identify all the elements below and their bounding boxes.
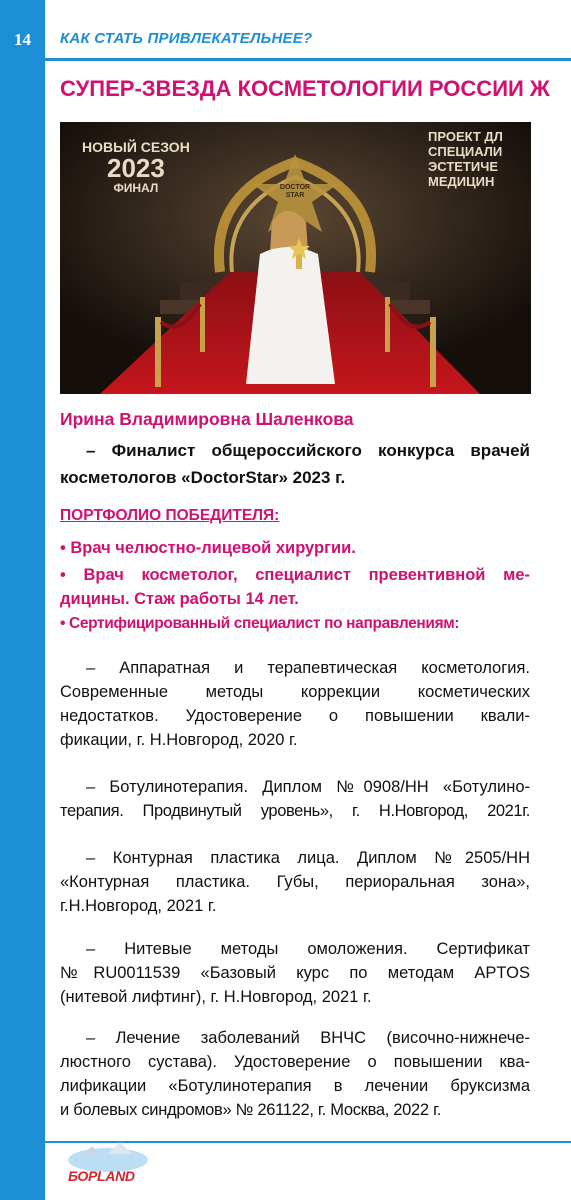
qualification-paragraph: – Лечение заболеваний ВНЧС (височно-нижнече- люстного сустава). Удостоверение о повышении ква- лификации «Ботулинотерапия в лечении бруксизма и болевых синдромов» № 261122, г. Москва, 2022 г. <box>60 1029 530 1119</box>
qualification-paragraph: – Ботулинотерапия. Диплом №0908/НН «Ботулино- терапия. Продвинутый уровень», г. Н.Новгород, 2021г. <box>60 778 530 820</box>
photo-caption-right: ПРОЕКТ ДЛ СПЕЦИАЛИ ЭСТЕТИЧЕ МЕДИЦИН <box>428 129 503 189</box>
event-photo <box>60 122 531 394</box>
person-role: – Финалист общероссийского конкурса врачей косметологов «DoctorStar» 2023 г. <box>60 441 530 487</box>
top-rule <box>45 58 571 61</box>
bullet-item: • Врач косметолог, специалист превентивной ме- дицины. Стаж работы 14 лет. <box>60 566 530 608</box>
qualification-paragraph: – Нитевые методы омоложения. Сертификат №RU0011539 «Базовый курс по методам APTOS (нитевой лифтинг), г. Н.Новгород, 2021 г. <box>60 940 530 1006</box>
photo-star-label: DOCTOR STAR <box>279 184 311 199</box>
running-head: КАК СТАТЬ ПРИВЛЕКАТЕЛЬНЕЕ? <box>60 30 313 47</box>
qualification-paragraph: – Аппаратная и терапевтическая косметология. Современные методы коррекции косметических недостатков. Удостоверение о повышении квали- фикации, г. Н.Новгород, 2020 г. <box>60 659 530 749</box>
side-color-bar <box>0 0 45 1200</box>
photo-caption-left: НОВЫЙ СЕЗОН 2023 ФИНАЛ <box>82 139 190 195</box>
bullet-item: • Врач челюстно-лицевой хирургии. <box>60 539 356 557</box>
publisher-logo: БОРLAND <box>62 1142 154 1192</box>
article-headline: СУПЕР-ЗВЕЗДА КОСМЕТОЛОГИИ РОССИИ Ж <box>60 76 550 101</box>
qualification-paragraph: – Контурная пластика лица. Диплом №2505/НН «Контурная пластика. Губы, периоральная зона», г.Н.Новгород, 2021 г. <box>60 849 530 915</box>
person-name: Ирина Владимировна Шаленкова <box>60 409 354 429</box>
bullet-item: • Сертифицированный специалист по направлениям: <box>60 615 460 632</box>
page-number: 14 <box>14 30 31 49</box>
portfolio-heading: ПОРТФОЛИО ПОБЕДИТЕЛЯ: <box>60 507 280 524</box>
